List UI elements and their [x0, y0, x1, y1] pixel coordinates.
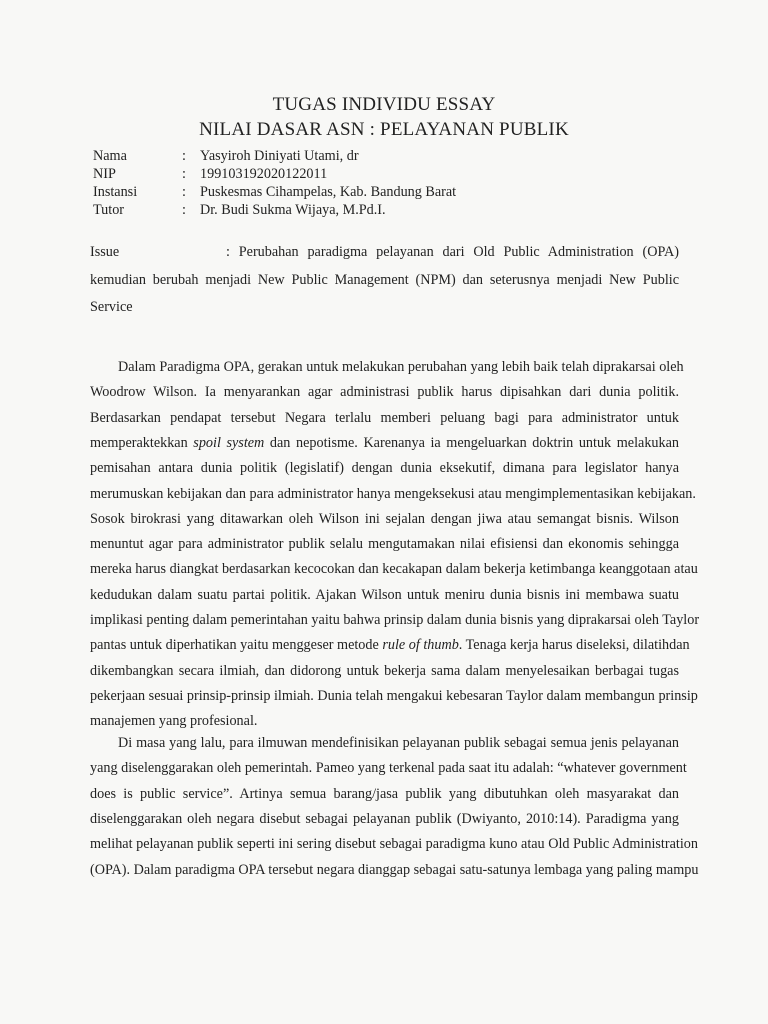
paragraph-line: pantas untuk diperhatikan yaitu menggeser metode rule of thumb. Tenaga kerja harus diseleksi, dilatihdan — [90, 637, 690, 653]
paragraph-line: manajemen yang profesional. — [90, 713, 258, 729]
identity-value: 199103192020122011 — [200, 166, 328, 182]
issue-text-line: Service — [90, 299, 133, 315]
identity-colon: : — [182, 202, 186, 218]
identity-colon: : — [182, 166, 186, 182]
identity-label: NIP — [93, 166, 116, 182]
paragraph-line: kedudukan dalam suatu partai politik. Ajakan Wilson untuk meniru dunia bisnis ini membawa suatu — [90, 587, 679, 603]
paragraph-line: merumuskan kebijakan dan para administrator hanya mengeksekusi atau mengimplementasikan kebijakan. — [90, 486, 696, 502]
essay-subtitle: NILAI DASAR ASN : PELAYANAN PUBLIK — [199, 119, 569, 140]
issue-label: Issue — [90, 244, 120, 260]
paragraph-line: Woodrow Wilson. Ia menyarankan agar administrasi publik harus dipisahkan dari dunia politik. — [90, 384, 679, 400]
paragraph-line: mereka harus diangkat berdasarkan kecocokan dan kecakapan dalam bekerja ketimbanga keanggotaan atau — [90, 561, 698, 577]
identity-label: Instansi — [93, 184, 138, 200]
paragraph-line: melihat pelayanan publik seperti ini sering disebut sebagai paradigma kuno atau Old Public Administration — [90, 836, 698, 852]
issue-text-line: kemudian berubah menjadi New Public Management (NPM) dan seterusnya menjadi New Public — [90, 272, 679, 288]
essay-title: TUGAS INDIVIDU ESSAY — [272, 94, 496, 115]
paragraph-line: menuntut agar para administrator publik selalu mengutamakan nilai efisiensi dan ekonomis sehingga — [90, 536, 679, 552]
identity-value: Yasyiroh Diniyati Utami, dr — [200, 148, 359, 164]
identity-colon: : — [182, 148, 186, 164]
paragraph-line: pemisahan antara dunia politik (legislatif) dengan dunia eksekutif, dimana para legislator hanya — [90, 460, 679, 476]
paragraph-line: does is public service”. Artinya semua barang/jasa publik yang dibutuhkan oleh masyarakat dan — [90, 786, 679, 802]
paragraph-line: Dalam Paradigma OPA, gerakan untuk melakukan perubahan yang lebih baik telah diprakarsai oleh — [118, 359, 684, 375]
paragraph-line: diselenggarakan oleh negara disebut sebagai pelayanan publik (Dwiyanto, 2010:14). Paradigma yang — [90, 811, 679, 827]
identity-value: Puskesmas Cihampelas, Kab. Bandung Barat — [200, 184, 457, 200]
identity-label: Nama — [93, 148, 127, 164]
paragraph-line: yang diselenggarakan oleh pemerintah. Pameo yang terkenal pada saat itu adalah: “whatever government — [90, 760, 687, 776]
paragraph-line: Di masa yang lalu, para ilmuwan mendefinisikan pelayanan publik sebagai semua jenis pelayanan — [118, 735, 679, 751]
paragraph-line: pekerjaan sesuai prinsip-prinsip ilmiah. Dunia telah mengakui kebesaran Taylor dalam membangun prinsip — [90, 688, 698, 704]
paragraph-line: Berdasarkan pendapat tersebut Negara terlalu memberi peluang bagi para administrator untuk — [90, 410, 679, 426]
paragraph-line: (OPA). Dalam paradigma OPA tersebut negara dianggap sebagai satu-satunya lembaga yang paling mampu — [90, 862, 699, 878]
identity-value: Dr. Budi Sukma Wijaya, M.Pd.I. — [200, 202, 386, 218]
identity-colon: : — [182, 184, 186, 200]
paragraph-line: memperaktekkan spoil system dan nepotisme. Karenanya ia mengeluarkan doktrin untuk melakukan — [90, 435, 679, 451]
paragraph-line: implikasi penting dalam pemerintahan yaitu bahwa prinsip dalam dunia bisnis yang diprakarsai oleh Taylor — [90, 612, 700, 628]
paragraph-line: dikembangkan secara ilmiah, dan didorong untuk bekerja sama dalam menyelesaikan berbagai tugas — [90, 663, 679, 679]
issue-text-line: : Perubahan paradigma pelayanan dari Old Public Administration (OPA) — [226, 244, 679, 260]
paragraph-line: Sosok birokrasi yang ditawarkan oleh Wilson ini sejalan dengan jiwa atau semangat bisnis. Wilson — [90, 511, 679, 527]
identity-label: Tutor — [93, 202, 125, 218]
